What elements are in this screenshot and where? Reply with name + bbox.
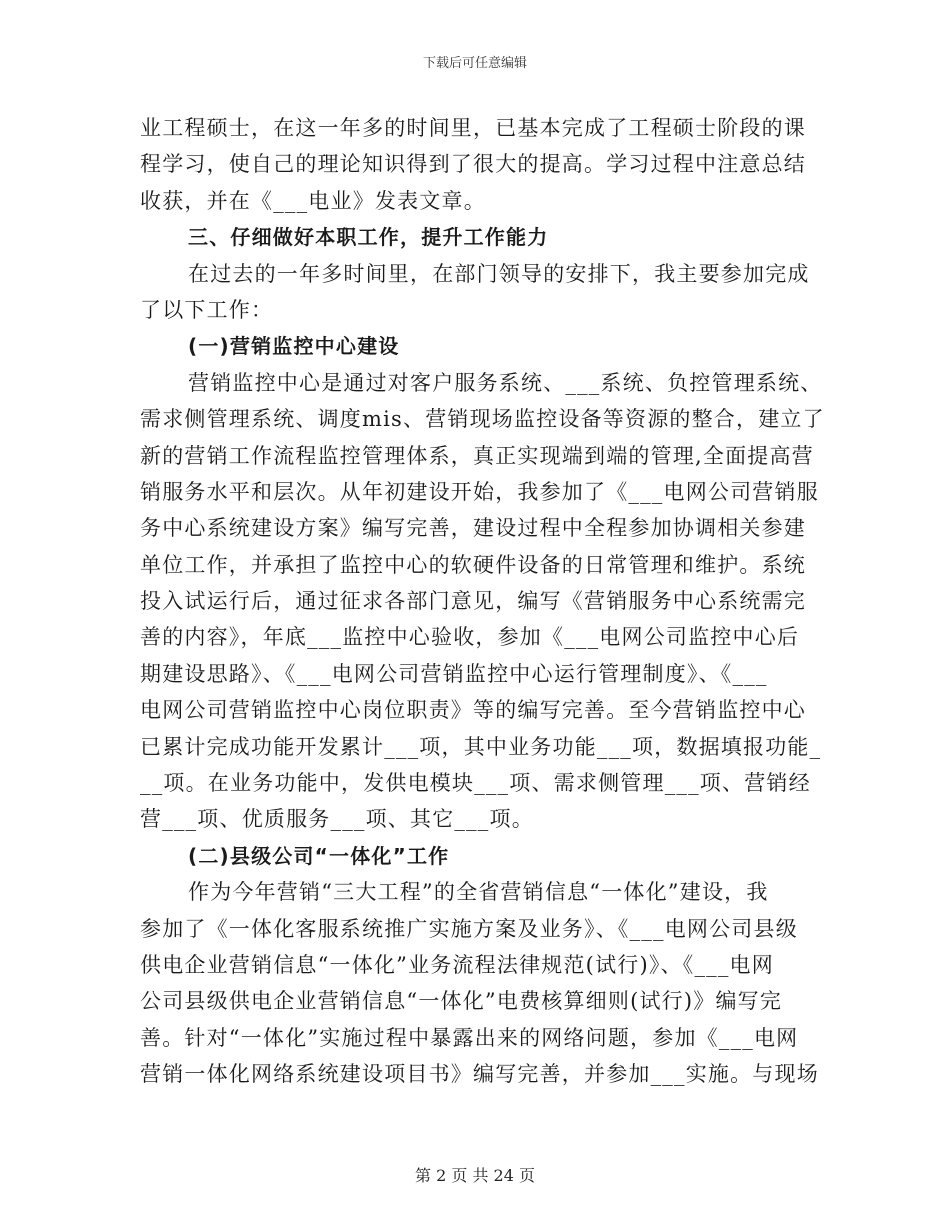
paragraph-line: 电网公司营销监控中心岗位职责》等的编写完善。至今营销监控中心 bbox=[140, 698, 806, 723]
page-footer: 第 2 页 共 24 页 bbox=[415, 1166, 535, 1185]
paragraph-line: 作为今年营销“三大工程”的全省营销信息“一体化”建设，我 bbox=[188, 880, 769, 905]
paragraph-line: 营销一体化网络系统建设项目书》编写完善，并参加___实施。与现场 bbox=[140, 1062, 819, 1087]
paragraph-line: 参加了《一体化客服系统推广实施方案及业务》、《___电网公司县级 bbox=[140, 916, 798, 941]
paragraph-line: 收获，并在《___电业》发表文章。 bbox=[140, 188, 486, 213]
paragraph-line: 销服务水平和层次。从年初建设开始，我参加了《___电网公司营销服 bbox=[140, 479, 819, 504]
paragraph-line: 供电企业营销信息“一体化”业务流程法律规范(试行)》、《___电网 bbox=[140, 952, 774, 977]
paragraph-line: 善。针对“一体化”实施过程中暴露出来的网络问题，参加《___电网 bbox=[140, 1025, 799, 1050]
section-heading: (一)营销监控中心建设 bbox=[188, 334, 400, 359]
paragraph-line: 期建设思路》、《___电网公司营销监控中心运行管理制度》、《___ bbox=[140, 661, 768, 686]
paragraph-line: 已累计完成功能开发累计___项，其中业务功能___项，数据填报功能_ bbox=[140, 734, 822, 759]
page-header: 下载后可任意编辑 bbox=[422, 56, 527, 71]
paragraph-line: 公司县级供电企业营销信息“一体化”电费核算细则(试行)》编写完 bbox=[140, 989, 783, 1014]
paragraph-line: 在过去的一年多时间里，在部门领导的安排下，我主要参加完成 bbox=[188, 261, 810, 286]
section-heading: 三、仔细做好本职工作，提升工作能力 bbox=[188, 225, 549, 250]
paragraph-line: 了以下工作： bbox=[140, 297, 274, 322]
paragraph-line: 善的内容》，年底___监控中心验收，参加《___电网公司监控中心后 bbox=[140, 625, 800, 650]
paragraph-line: 新的营销工作流程监控管理体系，真正实现端到端的管理,全面提高营 bbox=[140, 443, 814, 468]
paragraph-line: 营销监控中心是通过对客户服务系统、___系统、负控管理系统、 bbox=[188, 370, 823, 395]
section-heading: (二)县级公司“一体化”工作 bbox=[188, 843, 450, 868]
paragraph-line: 程学习，使自己的理论知识得到了很大的提高。学习过程中注意总结 bbox=[140, 152, 806, 177]
paragraph-line: 单位工作，并承担了监控中心的软硬件设备的日常管理和维护。系统 bbox=[140, 552, 806, 577]
document-body bbox=[140, 110, 825, 1093]
paragraph-line: 投入试运行后，通过征求各部门意见，编写《营销服务中心系统需完 bbox=[140, 589, 806, 614]
paragraph-line: __项。在业务功能中，发供电模块___项、需求侧管理___项、营销经 bbox=[140, 771, 811, 796]
paragraph-line: 业工程硕士，在这一年多的时间里，已基本完成了工程硕士阶段的课 bbox=[140, 116, 806, 140]
paragraph-line: 需求侧管理系统、调度mis、营销现场监控设备等资源的整合，建立了 bbox=[140, 407, 825, 432]
paragraph-line: 务中心系统建设方案》编写完善，建设过程中全程参加协调相关参建 bbox=[140, 516, 806, 541]
paragraph-line: 营___项、优质服务___项、其它___项。 bbox=[140, 807, 534, 832]
